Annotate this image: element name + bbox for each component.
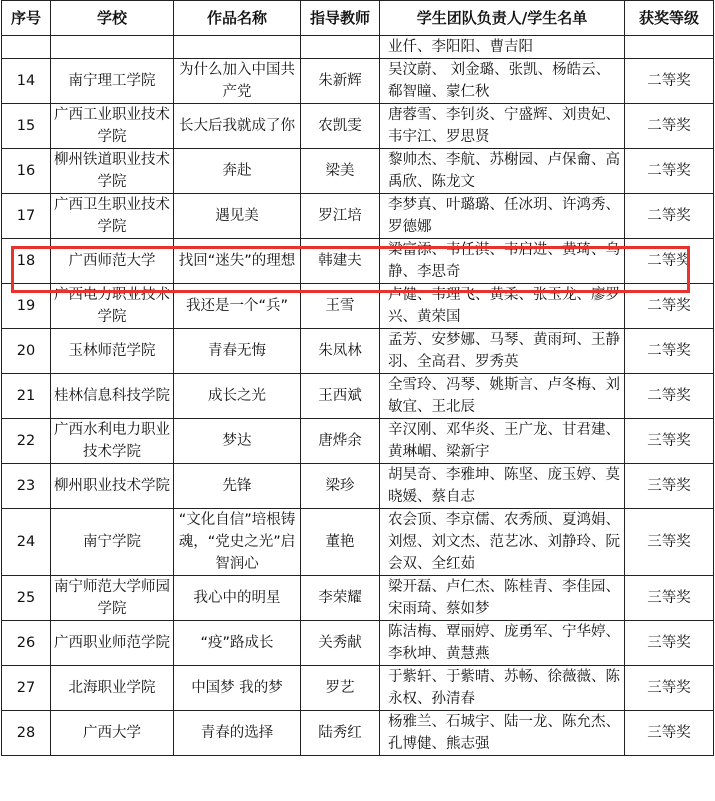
row-no: 18 — [2, 239, 51, 284]
row-teacher: 王西斌 — [301, 374, 380, 419]
table-row — [2, 419, 714, 464]
header-school: 学校 — [51, 1, 174, 36]
table-row — [2, 621, 714, 666]
table-row — [2, 284, 714, 329]
row-award: 二等奖 — [625, 284, 714, 329]
row-work: 遇见美 — [174, 194, 301, 239]
row-no: 24 — [2, 509, 51, 576]
row-award: 二等奖 — [625, 59, 714, 104]
award-table — [1, 0, 714, 756]
row-no: 23 — [2, 464, 51, 509]
table-row — [2, 104, 714, 149]
row-award: 二等奖 — [625, 194, 714, 239]
row-award: 三等奖 — [625, 419, 714, 464]
row-award: 三等奖 — [625, 711, 714, 756]
table-row — [2, 711, 714, 756]
row-students: 胡昊奇、李雅坤、陈坚、庞玉婷、莫晓媛、蔡自志 — [380, 464, 625, 509]
row-teacher: 董艳 — [301, 509, 380, 576]
row-award: 二等奖 — [625, 239, 714, 284]
row-students: 孟芳、安梦娜、马琴、黄雨珂、王静羽、全高君、罗秀英 — [380, 329, 625, 374]
row-work: 我还是一个“兵” — [174, 284, 301, 329]
continuation-row — [2, 36, 714, 59]
row-students: 陈洁梅、覃丽婷、庞勇军、宁华婷、李秋坤、黄慧燕 — [380, 621, 625, 666]
row-school: 南宁学院 — [51, 509, 174, 576]
row-no: 28 — [2, 711, 51, 756]
table-row — [2, 464, 714, 509]
row-students: 辛汉刚、邓华炎、王广龙、甘君建、黄琳嵋、梁新宇 — [380, 419, 625, 464]
table-row — [2, 149, 714, 194]
row-teacher: 农凯雯 — [301, 104, 380, 149]
row-school: 广西卫生职业技术学院 — [51, 194, 174, 239]
row-award: 二等奖 — [625, 149, 714, 194]
row-teacher: 罗江培 — [301, 194, 380, 239]
row-no: 17 — [2, 194, 51, 239]
row-work: 为什么加入中国共产党 — [174, 59, 301, 104]
row-school: 广西师范大学 — [51, 239, 174, 284]
row-school: 广西大学 — [51, 711, 174, 756]
row-work: 青春无悔 — [174, 329, 301, 374]
row-no: 25 — [2, 576, 51, 621]
header-award: 获奖等级 — [625, 1, 714, 36]
row-no: 16 — [2, 149, 51, 194]
row-no: 15 — [2, 104, 51, 149]
row-school: 南宁师范大学师园学院 — [51, 576, 174, 621]
row-teacher: 李荣耀 — [301, 576, 380, 621]
table-row — [2, 576, 714, 621]
row-school: 玉林师范学院 — [51, 329, 174, 374]
row-no: 22 — [2, 419, 51, 464]
row-teacher: 朱新辉 — [301, 59, 380, 104]
row-students: 杨雅兰、石城宇、陆一龙、陈允杰、孔博健、熊志强 — [380, 711, 625, 756]
row-no: 27 — [2, 666, 51, 711]
row-school: 广西职业师范学院 — [51, 621, 174, 666]
row-award: 二等奖 — [625, 104, 714, 149]
row-teacher: 朱凤林 — [301, 329, 380, 374]
row-work: 我心中的明星 — [174, 576, 301, 621]
row-teacher: 罗艺 — [301, 666, 380, 711]
row-school: 桂林信息科技学院 — [51, 374, 174, 419]
row-award: 二等奖 — [625, 374, 714, 419]
row-award: 三等奖 — [625, 576, 714, 621]
table-row — [2, 59, 714, 104]
row-award: 三等奖 — [625, 509, 714, 576]
row-no: 19 — [2, 284, 51, 329]
row-work: 先锋 — [174, 464, 301, 509]
table-row — [2, 374, 714, 419]
row-teacher: 唐烨余 — [301, 419, 380, 464]
row-award: 三等奖 — [625, 666, 714, 711]
continuation-students: 业仟、李阳阳、曹吉阳 — [380, 36, 625, 59]
table-row — [2, 329, 714, 374]
row-school: 广西工业职业技术学院 — [51, 104, 174, 149]
header-no: 序号 — [2, 1, 51, 36]
row-award: 三等奖 — [625, 464, 714, 509]
row-school: 南宁理工学院 — [51, 59, 174, 104]
table-row — [2, 666, 714, 711]
row-students: 唐蓉雪、李钊炎、宁盛辉、刘贵妃、韦宇江、罗思贤 — [380, 104, 625, 149]
row-work: 长大后我就成了你 — [174, 104, 301, 149]
row-work: 奔赴 — [174, 149, 301, 194]
row-no: 21 — [2, 374, 51, 419]
row-no: 20 — [2, 329, 51, 374]
row-students: 卢健、韦理飞、黄柔、张玉龙、廖罗兴、黄荣国 — [380, 284, 625, 329]
table-row-highlighted — [2, 239, 714, 284]
row-school: 北海职业学院 — [51, 666, 174, 711]
row-students: 农会顶、李京儒、农秀颀、夏鸿娟、刘煜、刘文杰、范艺冰、刘静玲、阮会双、全红茹 — [380, 509, 625, 576]
header-row — [2, 1, 714, 36]
row-students: 全雪玲、冯琴、姚斯言、卢冬梅、刘敏宜、王北辰 — [380, 374, 625, 419]
row-work: 成长之光 — [174, 374, 301, 419]
row-students: 吴汶蔚、 刘金璐、张凯、杨皓云、郗智瞳、蒙仁秋 — [380, 59, 625, 104]
row-teacher: 梁珍 — [301, 464, 380, 509]
row-no: 14 — [2, 59, 51, 104]
header-teacher: 指导教师 — [301, 1, 380, 36]
header-work: 作品名称 — [174, 1, 301, 36]
row-students: 梁富添、韦任淇、韦启进、黄琦、乌静、李思奇 — [380, 239, 625, 284]
row-work: 青春的选择 — [174, 711, 301, 756]
row-work: 找回“迷失”的理想 — [174, 239, 301, 284]
row-students: 李梦真、叶璐璐、任冰玥、许鸿秀、罗德娜 — [380, 194, 625, 239]
row-work: “文化自信”培根铸魂，“党史之光”启智润心 — [174, 509, 301, 576]
row-students: 于紫轩、于紫晴、苏畅、徐薇薇、陈永权、孙清春 — [380, 666, 625, 711]
row-teacher: 梁美 — [301, 149, 380, 194]
row-teacher: 陆秀红 — [301, 711, 380, 756]
row-work: “疫”路成长 — [174, 621, 301, 666]
row-school: 广西水利电力职业技术学院 — [51, 419, 174, 464]
header-students: 学生团队负责人/学生名单 — [380, 1, 625, 36]
table-row — [2, 194, 714, 239]
row-school: 柳州职业技术学院 — [51, 464, 174, 509]
row-students: 黎帅杰、李航、苏榭园、卢保龠、高禹欣、陈龙文 — [380, 149, 625, 194]
row-school: 广西电力职业技术学院 — [51, 284, 174, 329]
row-teacher: 王雪 — [301, 284, 380, 329]
row-work: 中国梦 我的梦 — [174, 666, 301, 711]
row-work: 梦达 — [174, 419, 301, 464]
row-school: 柳州铁道职业技术学院 — [51, 149, 174, 194]
row-students: 梁开磊、卢仁杰、陈桂青、李佳园、宋雨琦、蔡如梦 — [380, 576, 625, 621]
row-teacher: 韩建夫 — [301, 239, 380, 284]
row-award: 二等奖 — [625, 329, 714, 374]
row-no: 26 — [2, 621, 51, 666]
row-award: 三等奖 — [625, 621, 714, 666]
row-teacher: 关秀献 — [301, 621, 380, 666]
table-row — [2, 509, 714, 576]
